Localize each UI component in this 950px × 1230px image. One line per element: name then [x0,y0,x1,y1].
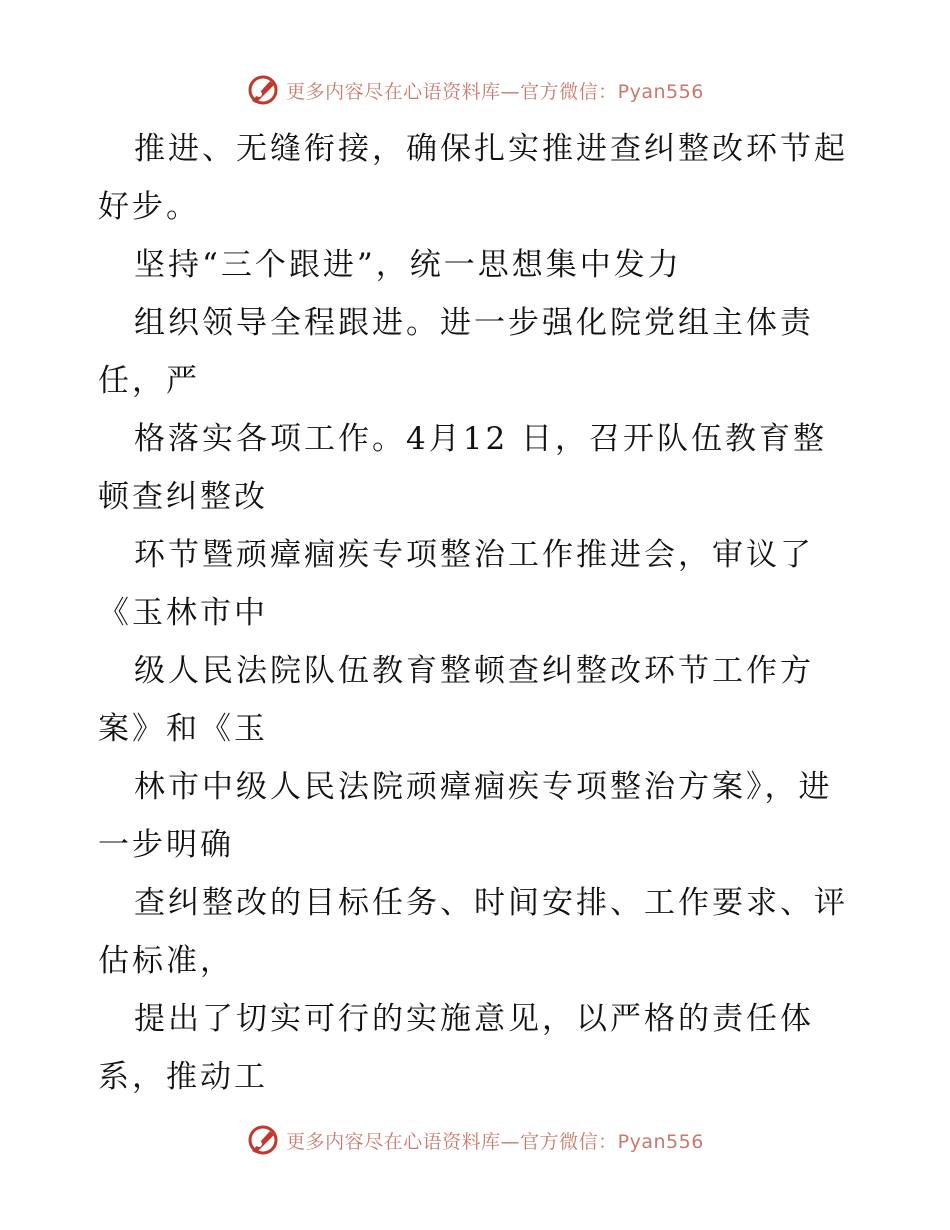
footer-watermark-text: 更多内容尽在心语资料库—官方微信：Pyan556 [286,1130,704,1153]
paragraph-line: 查纠整改的目标任务、时间安排、工作要求、评 [134,885,848,921]
paragraph-line: 格落实各项工作。4月12 日，召开队伍教育整 [134,421,828,457]
pen-logo-icon [246,1123,280,1157]
paragraph-line: 任，严 [98,363,200,399]
paragraph-line: 《玉林市中 [98,595,268,631]
header-watermark-banner [0,68,950,112]
paragraph-line: 估标准， [98,943,234,979]
paragraph-line: 一步明确 [98,827,234,863]
paragraph-line: 级人民法院队伍教育整顿查纠整改环节工作方 [134,653,814,689]
paragraph-line: 组织领导全程跟进。进一步强化院党组主体责 [134,305,814,341]
section-heading: 坚持“三个跟进”，统一思想集中发力 [134,247,682,283]
paragraph-line: 林市中级人民法院顽瘴痼疾专项整治方案》，进 [134,769,833,805]
paragraph-line: 推进、无缝衔接，确保扎实推进查纠整改环节起 [134,131,848,167]
paragraph-line: 好步。 [98,189,200,225]
paragraph-line: 顿查纠整改 [98,479,268,515]
paragraph-line: 提出了切实可行的实施意见，以严格的责任体 [134,1001,814,1037]
header-watermark-text: 更多内容尽在心语资料库—官方微信：Pyan556 [286,80,704,103]
paragraph-line: 案》和《玉 [98,711,268,747]
paragraph-line: 环节暨顽瘴痼疾专项整治工作推进会，审议了 [134,537,814,573]
footer-watermark-banner [0,1118,950,1162]
pen-logo-icon [246,73,280,107]
paragraph-line: 系，推动工 [98,1059,268,1095]
